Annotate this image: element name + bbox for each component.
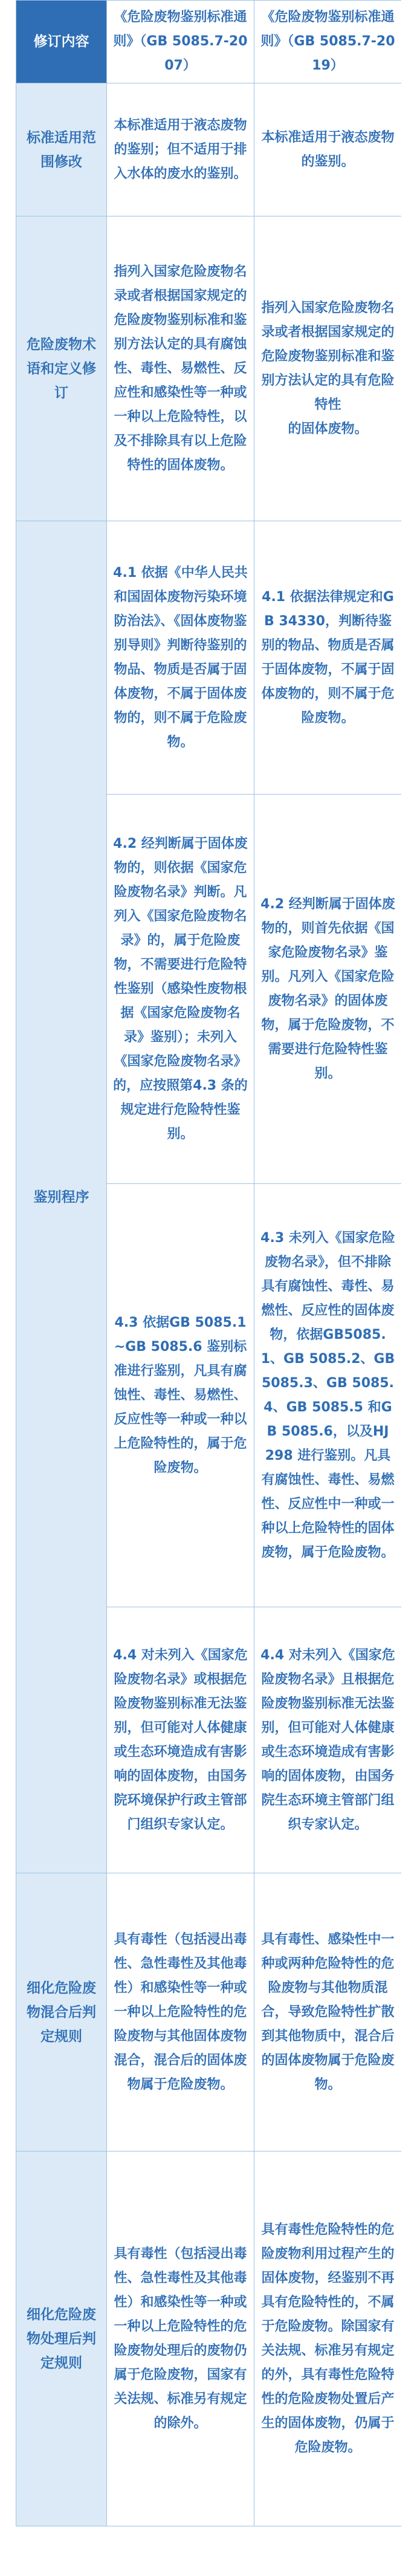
- cell-scope-2007: 本标准适用于液态废物的鉴别；但不适用于排入水体的废水的鉴别。: [107, 83, 254, 216]
- row-label-treatment-rule: 细化危险废物处理后判定规则: [16, 2152, 107, 2526]
- cell-procedure-4-4-2019: 4.4 对未列入《国家危险废物名录》且根据危险废物鉴别标准无法鉴别，但可能对人体健康或生态环境造成有害影响的固体废物，由国务院生态环境主管部门组织专家认定。: [254, 1607, 402, 1873]
- row-label-mixing-rule: 细化危险废物混合后判定规则: [16, 1873, 107, 2152]
- cell-mixing-2007: 具有毒性（包括浸出毒性、急性毒性及其他毒性）和感染性等一种或一种以上危险特性的危险废物与其他固体废物混合，混合后的固体废物属于危险废物。: [107, 1873, 254, 2152]
- cell-procedure-4-1-2007: 4.1 依据《中华人民共和国固体废物污染环境防治法》、《固体废物鉴别导则》判断待鉴别的物品、物质是否属于固体废物，不属于固体废物的，则不属于危险废物。: [107, 521, 254, 795]
- row-label-definition: 危险废物术语和定义修订: [16, 216, 107, 521]
- cell-procedure-4-1-2019: 4.1 依据法律规定和GB 34330，判断待鉴别的物品、物质是否属于固体废物，不属于固体废物的，则不属于危险废物。: [254, 521, 402, 795]
- cell-treatment-2019: 具有毒性危险特性的危险废物利用过程产生的固体废物，经鉴别不再具有危险特性的，不属于危险废物。除国家有关法规、标准另有规定的外，具有毒性危险特性的危险废物处置后产生的固体废物，仍属于危险废物。: [254, 2152, 402, 2526]
- table-row: [16, 1, 402, 83]
- cell-2007-header: 《危险废物鉴别标准通则》（GB 5085.7-2007）: [107, 1, 254, 83]
- table-row: [16, 1873, 402, 2152]
- table-row: [16, 2152, 402, 2526]
- cell-procedure-4-3-2007: 4.3 依据GB 5085.1~GB 5085.6 鉴别标准进行鉴别，凡具有腐蚀性、毒性、易燃性、反应性等一种或一种以上危险特性的，属于危险废物。: [107, 1184, 254, 1607]
- comparison-table: [16, 0, 401, 2526]
- row-label-scope: 标准适用范围修改: [16, 83, 107, 216]
- cell-procedure-4-2-2007: 4.2 经判断属于固体废物的，则依据《国家危险废物名录》判断。凡列入《国家危险废物名录》的，属于危险废物，不需要进行危险特性鉴别（感染性废物根据《国家危险废物名录》鉴别）；未列入《国家危险废物名录》的，应按照第4.3 条的规定进行危险特性鉴别。: [107, 795, 254, 1184]
- cell-treatment-2007: 具有毒性（包括浸出毒性、急性毒性及其他毒性）和感染性等一种或一种以上危险特性的危险废物处理后的废物仍属于危险废物，国家有关法规、标准另有规定的除外。: [107, 2152, 254, 2526]
- table-row: [16, 216, 402, 521]
- row-label-revision-content: 修订内容: [16, 1, 107, 83]
- cell-definition-2007: 指列入国家危险废物名录或者根据国家规定的危险废物鉴别标准和鉴别方法认定的具有腐蚀性、毒性、易燃性、反应性和感染性等一种或一种以上危险特性，以及不排除具有以上危险特性的固体废物。: [107, 216, 254, 521]
- cell-procedure-4-4-2007: 4.4 对未列入《国家危险废物名录》或根据危险废物鉴别标准无法鉴别，但可能对人体健康或生态环境造成有害影响的固体废物，由国务院环境保护行政主管部门组织专家认定。: [107, 1607, 254, 1873]
- comparison-table-container: [16, 0, 401, 2576]
- cell-procedure-4-3-2019: 4.3 未列入《国家危险废物名录》，但不排除具有腐蚀性、毒性、易燃性、反应性的固体废物，依据GB5085.1、GB 5085.2、GB 5085.3、GB 5085.4、GB 5085.5 和GB 5085.6，以及HJ 298 进行鉴别。凡具有腐蚀性、毒性、易燃性、反应性中一种或一种以上危险特性的固体废物，属于危险废物。: [254, 1184, 402, 1607]
- cell-procedure-4-2-2019: 4.2 经判断属于固体废物的，则首先依据《国家危险废物名录》鉴别。凡列入《国家危险废物名录》的固体废物，属于危险废物，不需要进行危险特性鉴别。: [254, 795, 402, 1184]
- cell-2019-header: 《危险废物鉴别标准通则》（GB 5085.7-2019）: [254, 1, 402, 83]
- table-row: [16, 83, 402, 216]
- table-row: [16, 521, 402, 795]
- row-label-procedure: 鉴别程序: [16, 521, 107, 1873]
- cell-mixing-2019: 具有毒性、感染性中一种或两种危险特性的危险废物与其他物质混合，导致危险特性扩散到其他物质中，混合后的固体废物属于危险废物。: [254, 1873, 402, 2152]
- cell-definition-2019: 指列入国家危险废物名录或者根据国家规定的危险废物鉴别标准和鉴别方法认定的具有危险特性 的固体废物。: [254, 216, 402, 521]
- cell-scope-2019: 本标准适用于液态废物的鉴别。: [254, 83, 402, 216]
